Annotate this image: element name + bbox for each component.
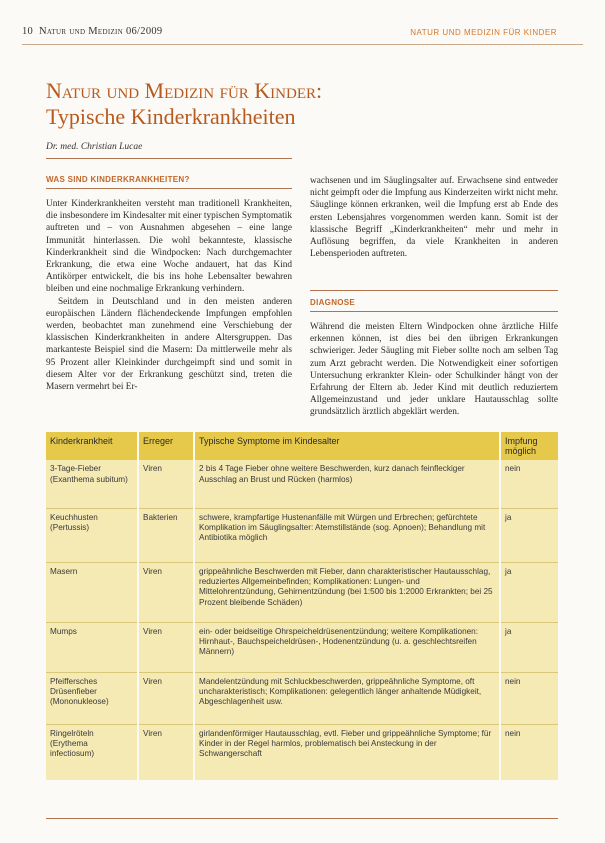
article-title: Natur und Medizin für Kinder:: [46, 78, 323, 103]
symptoms-cell: schwere, krampfartige Hustenanfälle mit Würgen und Erbrechen; gefürchtete Komplikation im Säuglingsalter: Atemstillstände (sog. Apnoen); Behandlung mit Antibiotika möglich: [194, 508, 500, 562]
section-divider: [46, 188, 292, 189]
table-row: [46, 562, 558, 622]
author-divider: [46, 158, 292, 159]
childhood-diseases-table: [46, 432, 558, 780]
pathogen-cell: Viren: [138, 622, 194, 672]
pathogen-cell: Bakterien: [138, 508, 194, 562]
disease-cell: Pfeiffersches Drüsenfieber (Mononukleose): [46, 672, 138, 724]
table-row: [46, 460, 558, 508]
journal-name: Natur und Medizin: [38, 26, 124, 37]
column-header: Kinderkrankheit: [46, 432, 138, 460]
disease-cell: Mumps: [46, 622, 138, 672]
issue-number: 06/2009: [125, 26, 163, 37]
section-divider: [310, 290, 558, 291]
column-header: Typische Symptome im Kindesalter: [194, 432, 500, 460]
table-row: [46, 672, 558, 724]
symptoms-cell: 2 bis 4 Tage Fieber ohne weitere Beschwerden, kurz danach feinfleckiger Ausschlag an Brust und Rücken (harmlos): [194, 460, 500, 508]
symptoms-cell: Mandelentzündung mit Schluckbeschwerden, grippeähnliche Symptome, oft uncharakteristisch; Komplikationen: gelegentlich länger anhaltende Müdigkeit, Abgeschlagenheit usw.: [194, 672, 500, 724]
disease-cell: Ringelröteln (Erythema infectiosum): [46, 724, 138, 780]
section-heading-diagnose: DIAGNOSE: [310, 298, 356, 307]
running-header: [22, 26, 162, 37]
author-byline: Dr. med. Christian Lucae: [46, 142, 143, 152]
pathogen-cell: Viren: [138, 460, 194, 508]
vaccine-cell: ja: [500, 562, 558, 622]
paragraph: Seitdem in Deutschland und in den meisten anderen europäischen Ländern flächendeckende Impfungen empfohlen werden, beobachtet man zunehmend eine Verschiebung der klassischen Kinderkrankheiten in andere Altersgruppen. Das markanteste Beispiel sind die Masern: Da mittlerweile mehr als 95 Prozent aller Kleinkinder durchgeimpft sind und somit in diesem Alter vor der Erkrankung geschützt sind, treten die Masern vermehrt bei Er-: [46, 296, 292, 393]
left-column-text: [46, 198, 292, 393]
symptoms-cell: girlandenförmiger Hautausschlag, evtl. Fieber und grippeähnliche Symptome; für Kinder in der Regel harmlos, problematisch bei Ansteckung in der Schwangerschaft: [194, 724, 500, 780]
disease-cell: Keuchhusten (Pertussis): [46, 508, 138, 562]
section-heading-was-sind: WAS SIND KINDERKRANKHEITEN?: [46, 175, 190, 184]
disease-cell: 3-Tage-Fieber (Exanthema subitum): [46, 460, 138, 508]
vaccine-cell: ja: [500, 508, 558, 562]
section-label: NATUR UND MEDIZIN FÜR KINDER: [410, 28, 557, 37]
section-divider: [310, 311, 558, 312]
table-row: [46, 622, 558, 672]
pathogen-cell: Viren: [138, 562, 194, 622]
right-column-text-diagnose: [310, 321, 558, 419]
vaccine-cell: ja: [500, 622, 558, 672]
vaccine-cell: nein: [500, 460, 558, 508]
symptoms-cell: grippeähnliche Beschwerden mit Fieber, dann charakteristischer Hautausschlag, reduziertes Allgemeinbefinden; Komplikationen: Lungen- und Mittelohrentzündung, Gehirnentzündung (bei 1:500 bis 1:2000 Erkrankten; bei 25 Prozent bleibende Schäden): [194, 562, 500, 622]
column-header: Impfung möglich: [500, 432, 558, 460]
table-row: [46, 724, 558, 780]
paragraph: Während die meisten Eltern Windpocken ohne ärztliche Hilfe erkennen können, ist dies bei den übrigen Erkrankungen schwieriger. Jeder Säugling mit Fieber sollte noch am selben Tag zum Arzt gebracht werden. Die Notwendigkeit einer sofortigen Untersuchung erkrankter Klein- oder Schulkinder hängt von der Erfahrung der Eltern ab. Jeder Kind mit deutlich reduziertem Allgemeinzustand und jeder unklare Hautausschlag sollte grundsätzlich ärztlich abgeklärt werden.: [310, 322, 558, 418]
pathogen-cell: Viren: [138, 724, 194, 780]
column-header: Erreger: [138, 432, 194, 460]
paragraph: wachsenen und im Säuglingsalter auf. Erwachsene sind entweder nicht geimpft oder die Impfung aus Kinderzeiten wirkt nicht mehr. Säuglinge können erkranken, weil die Impfung erst ab Ende des ersten Lebensjahres vorgenommen werden kann. Somit ist der klassische Begriff „Kinderkrankheiten“ mehr und mehr in Auflösung begriffen, da viele Krankheiten in anderen Lebensperioden auftreten.: [310, 176, 558, 260]
table-bottom-divider: [46, 818, 558, 819]
table-row: [46, 508, 558, 562]
page-number: 10: [22, 26, 34, 37]
symptoms-cell: ein- oder beidseitige Ohrspeicheldrüsenentzündung; weitere Komplikationen: Hirnhaut-, Bauchspeicheldrüsen-, Hodenentzündung (u. a. geschlechtsreifen Männern): [194, 622, 500, 672]
disease-cell: Masern: [46, 562, 138, 622]
right-column-text-top: [310, 175, 558, 260]
header-divider: [22, 44, 583, 45]
vaccine-cell: nein: [500, 672, 558, 724]
vaccine-cell: nein: [500, 724, 558, 780]
pathogen-cell: Viren: [138, 672, 194, 724]
article-subtitle: Typische Kinderkrankheiten: [46, 104, 296, 129]
table-header-row: [46, 432, 558, 460]
paragraph: Unter Kinderkrankheiten versteht man traditionell Krankheiten, die insbesondere im Kindesalter mit einer typischen Symptomatik auftreten und – von Ausnahmen abgesehen – eine lange Immunität hinterlassen. Die wohl bekannteste, klassische Kinderkrankheit sind die Windpocken: Nach durchgemachter Erkrankung, die etwa eine Woche andauert, hat das Kind Antikörper entwickelt, die bis ins hohe Lebensalter bewahren bleiben und eine nochmalige Erkrankung verhindern.: [46, 199, 292, 295]
